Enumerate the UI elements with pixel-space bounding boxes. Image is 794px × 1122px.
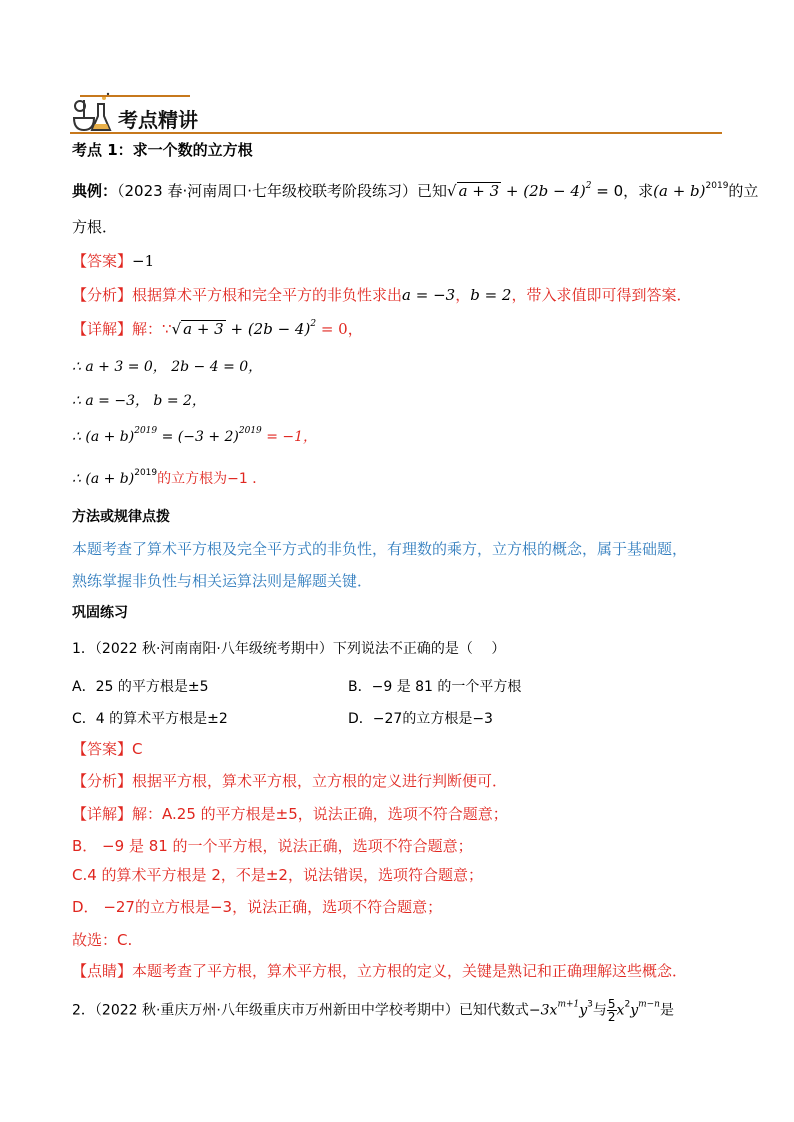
detail-1-line-5 — [72, 468, 266, 488]
detail-1-line-3: ∴ a = −3， b = 2， — [72, 393, 206, 409]
q1-comment — [72, 960, 687, 981]
q1-detail-tag: 【详解】 — [72, 805, 133, 823]
q1-answer-value: C — [132, 740, 143, 758]
q1-option-b: B．−9 是 81 的一个平方根 — [348, 679, 522, 695]
detail-l5-b: 的立方根为−1 ． — [157, 471, 267, 487]
example-cond-b: + (2b − 4) — [501, 182, 586, 200]
example-source: （2023 春·河南周口·七年级校联考阶段练习）已知 — [117, 182, 447, 200]
section-title: 考点精讲 — [118, 108, 198, 132]
detail-l4-c: = −1， — [261, 429, 318, 445]
q2-fraction — [607, 998, 617, 1023]
q1-answer-tag: 【答案】 — [72, 740, 133, 758]
detail-l5-sup: 2019 — [134, 468, 158, 478]
example-line-2: 方根． — [72, 218, 118, 236]
analysis-text-b: ，带入求值即可得到答案． — [511, 286, 692, 304]
method-title: 方法或规律点拨 — [72, 509, 170, 525]
q2-expr1-y: y — [579, 1002, 588, 1019]
q2-tail: 是 — [659, 1002, 674, 1019]
kp-title: 考点 1：求一个数的立方根 — [72, 141, 253, 159]
q1-detail-line-5: 故选：C. — [72, 931, 133, 949]
q2-expr1-sup: m+1 — [557, 999, 580, 1010]
detail-rest: + (2b − 4) — [225, 320, 311, 338]
analysis-a-val: a = −3 — [402, 286, 456, 304]
analysis-b-val: b = 2 — [470, 286, 512, 304]
analysis-text-a: 根据算术平方根和完全平方的非负性求出 — [132, 286, 403, 304]
practice-title: 巩固练习 — [72, 605, 128, 621]
example-tail: 的立 — [728, 182, 759, 200]
example-exp: 2019 — [705, 181, 729, 191]
answer-value: −1 — [132, 252, 155, 270]
method-line-1: 本题考查了算术平方根及完全平方式的非负性，有理数的乘方，立方根的概念，属于基础题， — [72, 540, 688, 558]
q1-detail-line-3: C.4 的算术平方根是 2，不是±2，说法错误，选项符合题意； — [72, 866, 483, 884]
q1-stem: 1．（2022 秋·河南南阳·八年级统考期中）下列说法不正确的是（ ） — [72, 641, 506, 657]
detail-1-line-4 — [72, 426, 317, 446]
method-line-2: 熟练掌握非负性与相关运算法则是解题关键． — [72, 572, 373, 590]
q2-stem: 2．（2022 秋·重庆万州·八年级重庆市万州新田中学校考期中）已知代数式 — [72, 1002, 529, 1019]
example-ab: (a + b) — [653, 182, 706, 200]
q1-detail-0: 解：A.25 的平方根是±5，说法正确，选项不符合题意； — [132, 805, 508, 823]
q2-expr2: x — [616, 1002, 625, 1019]
q1-analysis-text: 根据平方根，算术平方根，立方根的定义进行判断便可． — [132, 772, 508, 790]
example-cond-sup: 2 — [585, 181, 592, 191]
q1-detail-line-1 — [72, 803, 508, 824]
detail-radicand: a + 3 — [183, 320, 224, 338]
detail-l4-a: ∴ (a + b) — [72, 429, 135, 445]
q2-expr2-y: y — [630, 1002, 639, 1019]
q1-comment-tag: 【点睛】 — [72, 962, 133, 980]
q2-with: 与 — [592, 1002, 607, 1019]
q1-comment-text: 本题考查了平方根，算术平方根，立方根的定义，关键是熟记和正确理解这些概念． — [132, 962, 688, 980]
detail-l5-a: ∴ (a + b) — [72, 471, 135, 487]
q1-detail-line-4: D． −27的立方根是−3，说法正确，选项不符合题意； — [72, 898, 443, 916]
example-cond-c: = 0，求 — [591, 182, 654, 200]
example-line-1: 典例：（2023 春·河南周口·七年级校联考阶段练习）已知√ $a + 3 + (2b - 4)^2 = 0$，求$(a + b)^{2019}$的立 — [72, 181, 759, 200]
q2-expr2-sup: 2 — [624, 999, 631, 1010]
q1-option-d: D．−27的立方根是−3 — [348, 711, 493, 727]
example-label: 典例： — [72, 182, 118, 200]
lab-flask-icon — [70, 92, 114, 134]
q2-expr1: −3x — [528, 1002, 558, 1019]
q1-option-c: C．4 的算术平方根是±2 — [72, 711, 228, 727]
detail-rest-sup: 2 — [310, 319, 317, 329]
detail-l4-sup: 2019 — [134, 426, 158, 436]
detail-1-line-2: ∴ a + 3 = 0， 2b − 4 = 0， — [72, 359, 263, 375]
q2-frac-num: 5 — [607, 997, 616, 1011]
q2-stem-line — [72, 998, 674, 1023]
analysis-tag: 【分析】 — [72, 286, 133, 304]
detail-l4-sup2: 2019 — [238, 426, 262, 436]
answer-tag: 【答案】 — [72, 252, 133, 270]
answer-1 — [72, 250, 154, 271]
detail-rest-end: = 0， — [316, 320, 363, 338]
analysis-sep: ， — [455, 286, 471, 304]
q1-answer — [72, 738, 143, 759]
detail-tag: 【详解】 — [72, 320, 133, 338]
detail-1-line-1: 【详解】解：∵√ $a + 3 + (2b - 4)^2 = 0$， — [72, 319, 363, 338]
detail-intro: 解：∵ — [132, 320, 172, 338]
q1-analysis-tag: 【分析】 — [72, 772, 133, 790]
q2-expr1-ysup: 3 — [587, 999, 593, 1010]
header-rule — [70, 132, 722, 134]
detail-l4-b: = (−3 + 2) — [157, 429, 239, 445]
q2-frac-den: 2 — [607, 1010, 616, 1024]
q2-expr2-ysup: m−n — [638, 999, 660, 1010]
analysis-1 — [72, 284, 691, 305]
example-radicand: a + 3 — [458, 182, 500, 200]
q1-detail-line-2: B． −9 是 81 的一个平方根，说法正确，选项不符合题意； — [72, 837, 473, 855]
header-top-bar — [80, 95, 190, 97]
q1-option-a: A．25 的平方根是±5 — [72, 679, 209, 695]
q1-analysis — [72, 770, 507, 791]
